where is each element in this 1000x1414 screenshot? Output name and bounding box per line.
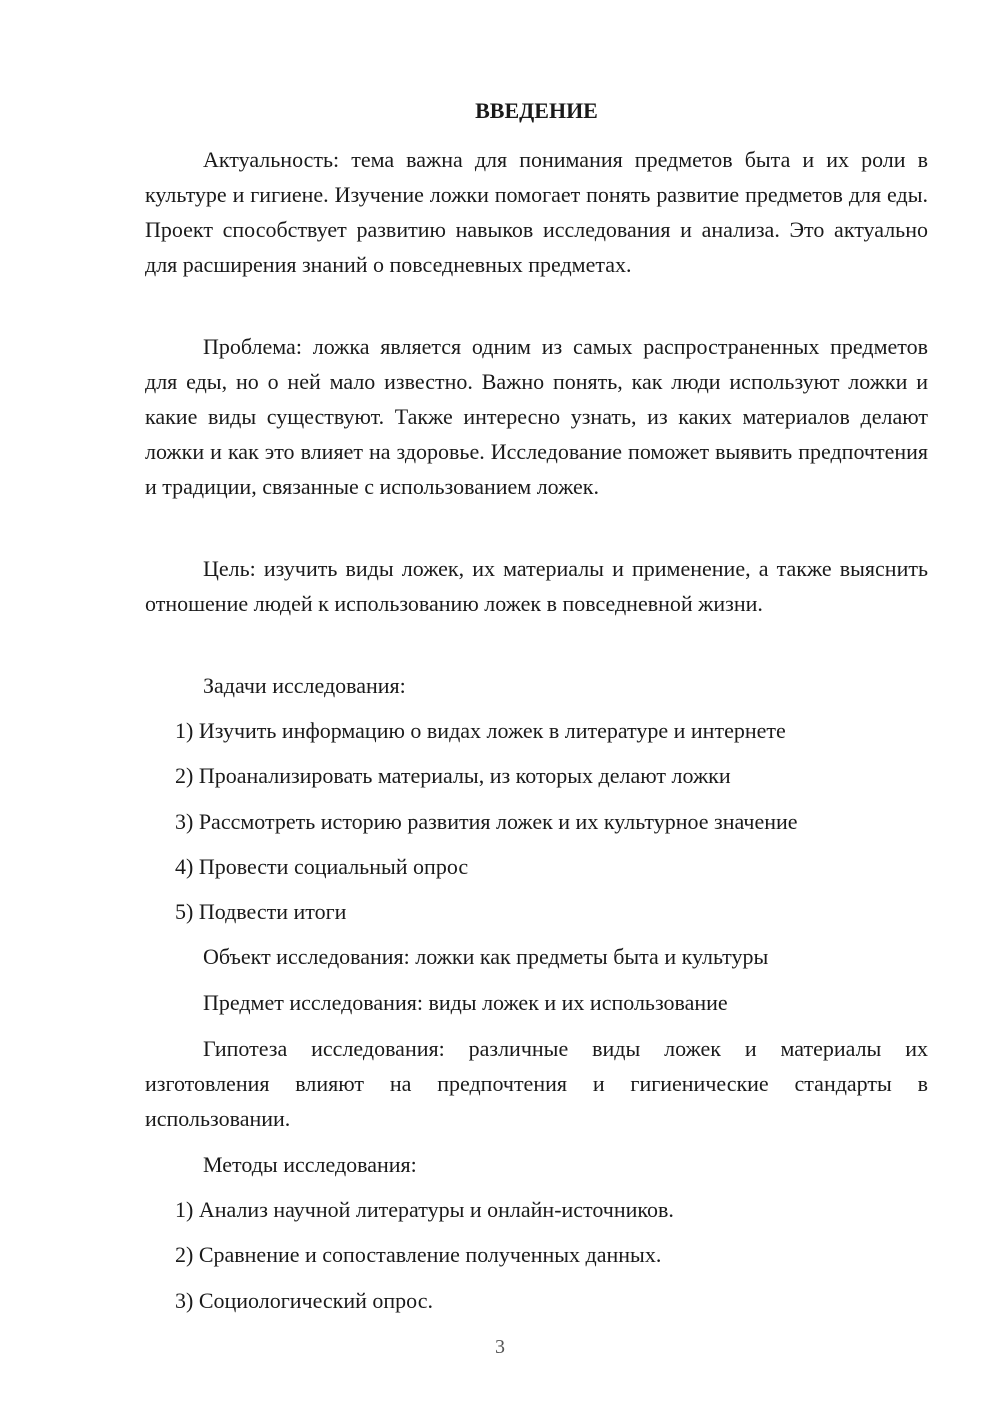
tasks-heading: Задачи исследования: xyxy=(203,673,406,698)
task-item: 2) Проанализировать материалы, из которых делают ложки xyxy=(175,763,731,788)
method-item: 1) Анализ научной литературы и онлайн-источников. xyxy=(175,1197,674,1222)
task-item: 1) Изучить информацию о видах ложек в литературе и интернете xyxy=(175,718,786,743)
subject-line: Предмет исследования: виды ложек и их использование xyxy=(203,990,728,1015)
relevance-paragraph: Актуальность: тема важна для понимания предметов быта и их роли в культуре и гигиене. Изучение ложки помогает понять развитие предметов для еды. Проект способствует развитию навыков исследования и анализа. Это актуально для расширения знаний о повседневных предметах. xyxy=(145,147,928,277)
task-item: 5) Подвести итоги xyxy=(175,899,347,924)
page-number: 3 xyxy=(495,1336,505,1358)
problem-paragraph: Проблема: ложка является одним из самых распространенных предметов для еды, но о ней мало известно. Важно понять, как люди используют ложки и какие виды существуют. Также интересно узнать, из каких материалов делают ложки и как это влияет на здоровье. Исследование поможет выявить предпочтения и традиции, связанные с использованием ложек. xyxy=(145,334,928,499)
object-line: Объект исследования: ложки как предметы быта и культуры xyxy=(203,944,769,969)
hypothesis-paragraph: Гипотеза исследования: различные виды ложек и материалы их изготовления влияют на предпочтения и гигиенические стандарты в использовании. xyxy=(145,1036,928,1131)
method-item: 2) Сравнение и сопоставление полученных данных. xyxy=(175,1242,662,1267)
task-item: 3) Рассмотреть историю развития ложек и их культурное значение xyxy=(175,809,798,834)
goal-paragraph: Цель: изучить виды ложек, их материалы и применение, а также выяснить отношение людей к использованию ложек в повседневной жизни. xyxy=(145,556,928,616)
method-item: 3) Социологический опрос. xyxy=(175,1288,433,1313)
methods-heading: Методы исследования: xyxy=(203,1152,417,1177)
task-item: 4) Провести социальный опрос xyxy=(175,854,469,879)
section-title: ВВЕДЕНИЕ xyxy=(475,98,598,123)
